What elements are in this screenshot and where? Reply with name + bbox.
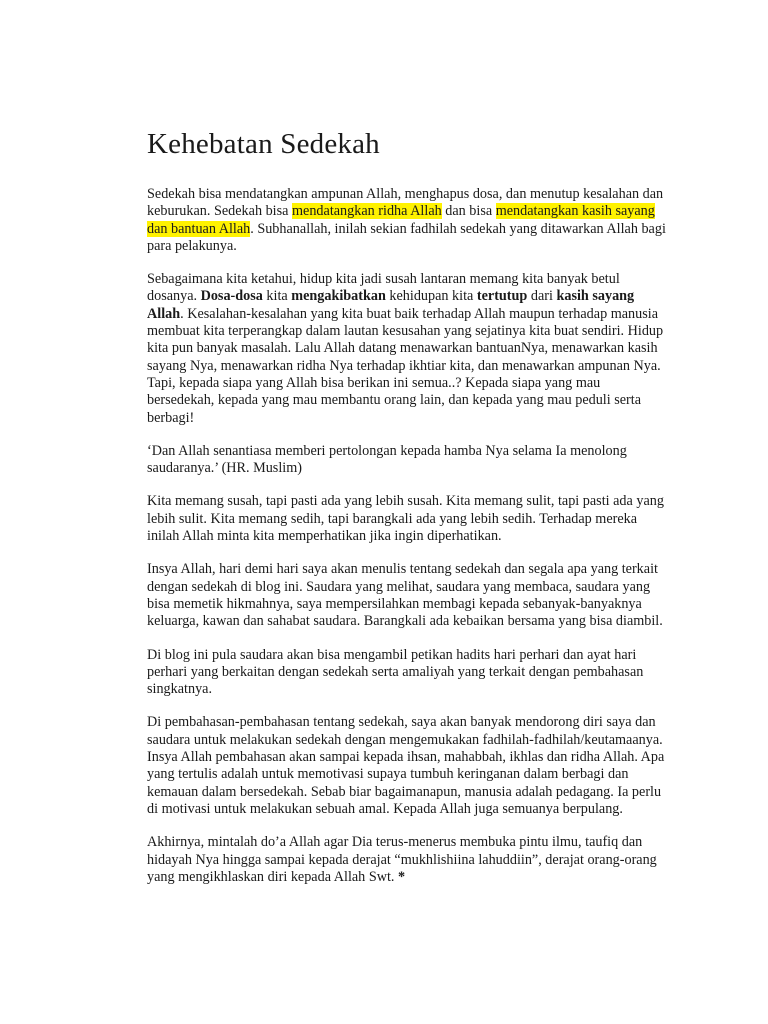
- paragraph-2-text-2: kita: [262, 288, 292, 305]
- paragraph-2: [147, 271, 667, 427]
- paragraph-1-text-3: . Subhanallah, inilah sekian fadhilah sedekah yang ditawarkan Allah bagi para pelakunya.: [147, 220, 666, 254]
- bold-kasih-sayang-allah: kasih sayang Allah: [147, 288, 635, 322]
- bold-mengakibatkan: mengakibatkan: [291, 288, 386, 305]
- paragraph-7: Di pembahasan-pembahasan tentang sedekah, saya akan banyak mendorong diri saya dan saudara untuk melakukan sedekah dengan mengemukakan fadhilah-fadhilah/keutamaanya. Insya Allah pembahasan akan sampai kepada ihsan, mahabbah, ikhlas dan ridha Allah. Apa yang tertulis adalah untuk memotivasi supaya tumbuh keringanan dalam berbagi dan kemauan dalam bersedekah. Sebab biar bagaimanapun, manusia adalah pedagang. Ia perlu di motivasi untuk melakukan sebuah amal. Kepada Allah juga semuanya berpulang.: [147, 714, 665, 817]
- paragraph-2-text-5: . Kesalahan-kesalahan yang kita buat baik terhadap Allah maupun terhadap manusia membuat kita terperangkap dalam lautan kesusahan yang sejatinya kita buat sendiri. Hidup kita pun banyak masalah. Lalu Allah datang menawarkan bantuanNya, menawarkan kasih sayang Nya, menawarkan ridha Nya terhadap ikhtiar kita, dan menawarkan ampunan Nya. Tapi, kepada siapa yang Allah bisa berikan ini semua..? Kepada siapa yang mau bersedekah, kepada yang mau membantu orang lain, dan kepada yang mau peduli serta berbagi!: [147, 305, 664, 426]
- paragraph-8: [147, 834, 667, 886]
- paragraph-5: Insya Allah, hari demi hari saya akan menulis tentang sedekah dan segala apa yang terkait dengan sedekah di blog ini. Saudara yang melihat, saudara yang membaca, saudara yang bisa memetik hikmahnya, saya mempersilahkan membagi kepada sebanyak-banyaknya keluarga, kawan dan sahabat saudara. Barangkali ada kebaikan bersama yang bisa diambil.: [147, 561, 663, 630]
- paragraph-2-text-1: Sebagaimana kita ketahui, hidup kita jadi susah lantaran memang kita banyak betul dosanya.: [147, 271, 620, 305]
- document-title: Kehebatan Sedekah: [147, 128, 380, 160]
- paragraph-1-text-1: Sedekah bisa mendatangkan ampunan Allah, menghapus dosa, dan menutup kesalahan dan keburukan. Sedekah bisa: [147, 186, 664, 220]
- paragraph-3-hadith-quote: ‘Dan Allah senantiasa memberi pertolongan kepada hamba Nya selama Ia menolong saudaranya.’ (HR. Muslim): [147, 442, 627, 477]
- bold-tertutup: tertutup: [476, 288, 528, 305]
- highlight-ridha-allah: mendatangkan ridha Allah: [292, 203, 442, 220]
- bold-asterisk: *: [398, 868, 406, 885]
- bold-dosa-dosa: Dosa-dosa: [200, 288, 263, 305]
- paragraph-8-text-1: Akhirnya, mintalah do’a Allah agar Dia terus-menerus membuka pintu ilmu, taufiq dan hidayah Nya hingga sampai kepada derajat “mukhlishiina lahuddiin”, derajat orang-orang yang mengikhlaskan diri kepada Allah Swt.: [147, 834, 657, 885]
- paragraph-4: Kita memang susah, tapi pasti ada yang lebih susah. Kita memang sulit, tapi pasti ada yang lebih sulit. Kita memang sedih, tapi barangkali ada yang lebih sedih. Terhadap mereka inilah Allah minta kita memperhatikan jika ingin diperhatikan.: [147, 493, 664, 545]
- paragraph-1: [147, 186, 667, 255]
- highlight-kasih-sayang: mendatangkan kasih sayang dan bantuan Allah: [147, 203, 655, 237]
- document-page: [147, 124, 667, 902]
- paragraph-2-text-4: dari: [527, 288, 557, 305]
- paragraph-1-text-2: dan bisa: [441, 203, 496, 220]
- paragraph-6: Di blog ini pula saudara akan bisa mengambil petikan hadits hari perhari dan ayat hari perhari yang berkaitan dengan sedekah serta amaliyah yang terkait dengan pembahasan singkatnya.: [147, 646, 644, 698]
- paragraph-2-text-3: kehidupan kita: [385, 288, 477, 305]
